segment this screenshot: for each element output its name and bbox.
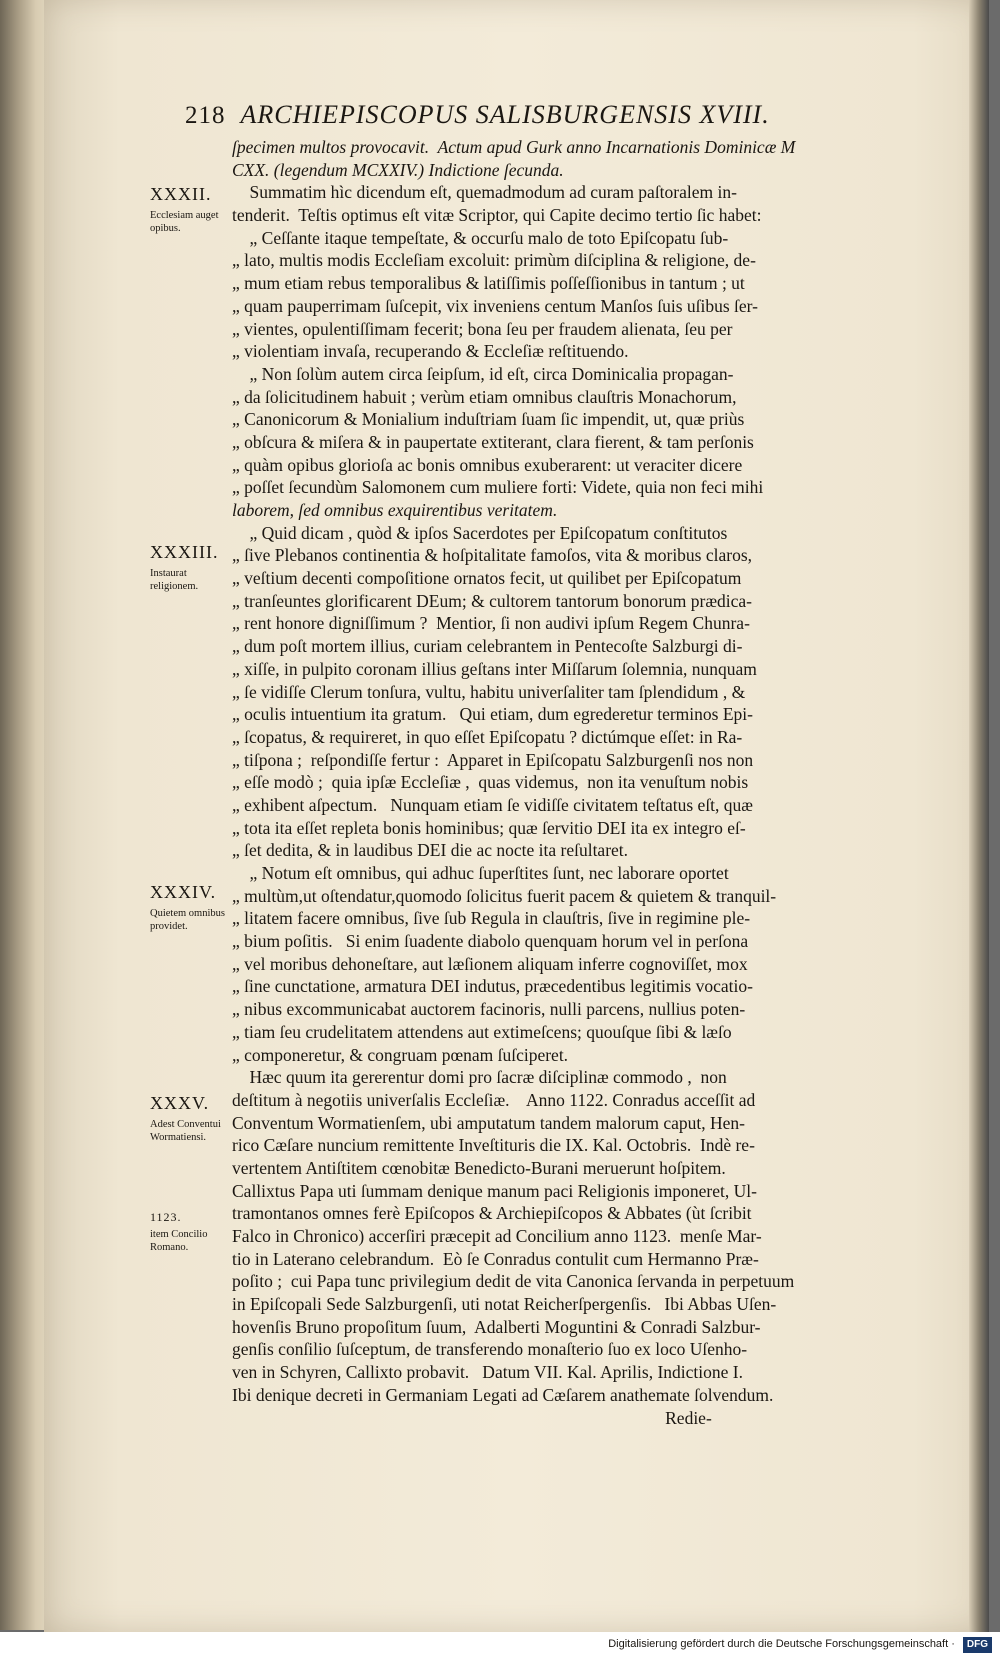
text-line: „ ſine cunctatione, armatura DEI indutus, præcedentibus legitimis vocatio-	[232, 976, 753, 997]
text-line: „ bium poſitis. Si enim ſuadente diabolo quenquam horum vel in perſona	[232, 931, 749, 952]
text-line: Hæc quum ita gererentur domi pro ſacræ diſciplinæ commodo , non	[232, 1067, 727, 1088]
section-number: XXXIII.	[150, 542, 219, 562]
body-text	[232, 136, 930, 1429]
text-line: Conventum Wormatienſem, ubi amputatum tandem malorum caput, Hen-	[232, 1112, 745, 1133]
text-line: „ vel moribus dehoneſtare, aut læſionem aliquam inferre cognoviſſet, mox	[232, 953, 748, 974]
margin-note-text: Adest Conventui Wormatiensi.	[150, 1119, 221, 1143]
text-line: ſpecimen multos provocavit. Actum apud Gurk anno Incarnationis Dominicæ M	[232, 137, 796, 157]
section-number: XXXIV.	[150, 882, 217, 902]
text-line: „ Canonicorum & Monialium induſtriam ſuam ſic impendit, ut, quæ priùs	[232, 409, 745, 430]
text-line: rico Cæſare nuncium remittente Inveſtituris die IX. Kal. Octobris. Indè re-	[232, 1135, 755, 1156]
text-line: Summatim hìc dicendum eſt, quemadmodum ad curam paſtoralem in-	[232, 182, 737, 203]
text-line: „ quam pauperrimam ſuſcepit, vix inveniens centum Manſos ſuis uſibus ſer-	[232, 295, 758, 316]
margin-note-text: Quietem omnibus providet.	[150, 908, 225, 932]
text-line: ven in Schyren, Callixto probavit. Datum VII. Kal. Aprilis, Indictione I.	[232, 1362, 743, 1383]
dfg-logo: DFG	[963, 1637, 992, 1653]
page-number: 218	[185, 102, 226, 129]
text-line: „ ſet dedita, & in laudibus DEI die ac nocte ita reſultaret.	[232, 840, 629, 861]
section-number: XXXII.	[150, 184, 212, 204]
text-line: tenderit. Teſtis optimus eſt vitæ Scriptor, qui Capite decimo tertio ſic habet:	[232, 205, 762, 226]
margin-note-34	[150, 881, 232, 933]
text-line: Callixtus Papa uti ſummam denique manum paci Religionis imponeret, Ul-	[232, 1180, 757, 1201]
text-line: Ibi denique decreti in Germaniam Legati ad Cæſarem anathemate ſolvendum.	[232, 1384, 774, 1405]
text-line: „ multùm,ut oſtendatur,quomodo ſolicitus fuerit pacem & quietem & tranquil-	[232, 885, 777, 906]
text-line: „ tiſpona ; reſpondiſſe fertur : Apparet in Epiſcopatu Salzburgenſi nos non	[232, 749, 754, 770]
margin-note-32	[150, 183, 232, 235]
text-line: „ vientes, opulentiſſimam fecerit; bona ſeu per fraudem alienata, ſeu per	[232, 318, 733, 339]
text-line: „ obſcura & miſera & in paupertate extiterant, clara fierent, & tam perſonis	[232, 431, 754, 452]
digitization-footer	[0, 1632, 1000, 1656]
text-line: „ ſe vidiſſe Clerum tonſura, vultu, habitu univerſaliter tam ſplendidum , &	[232, 681, 746, 702]
text-line: „ oculis intuentium ita gratum. Qui etiam, dum egrederetur terminos Epi-	[232, 704, 753, 725]
running-header	[185, 100, 885, 130]
text-line: „ xiſſe, in pulpito coronam illius geſtans inter Miſſarum ſolemnia, nunquam	[232, 658, 757, 679]
text-line: „ violentiam invaſa, recuperando & Eccleſiæ reſtituendo.	[232, 341, 629, 362]
text-line: tramontanos omnes ferè Epiſcopos & Archiepiſcopos & Abbates (ùt ſcribit	[232, 1203, 752, 1224]
text-line: „ mum etiam rebus temporalibus & latiſſimis poſſeſſionibus in tantum ; ut	[232, 273, 745, 294]
text-line: „ litatem facere omnibus, ſive ſub Regula in clauſtris, ſive in regimine ple-	[232, 908, 751, 929]
text-line: CXX. (legendum MCXXIV.) Indictione ſecunda.	[232, 159, 564, 180]
text-line: „ ſive Plebanos continentia & hoſpitalitate famoſos, vita & moribus claros,	[232, 545, 753, 566]
section-number: XXXV.	[150, 1093, 210, 1113]
text-line: Falco in Chronico) accerſiri præcepit ad Concilium anno 1123. menſe Mar-	[232, 1226, 762, 1246]
text-line: Redie-	[232, 1407, 712, 1428]
text-line: „ Quid dicam , quòd & ipſos Sacerdotes per Epiſcopatum conſtitutos	[232, 522, 728, 543]
text-line: „ componeretur, & congruam pœnam ſuſciperet.	[232, 1044, 569, 1065]
text-line: vertentem Antiſtitem cœnobitæ Benedicto-Burani meruerunt hoſpitem.	[232, 1157, 726, 1178]
text-line: „ ſcopatus, & requireret, in quo eſſet Epiſcopatu ? dictúmque eſſet: in Ra-	[232, 726, 743, 747]
text-line: „ tranſeuntes glorificarent DEum; & cultorem tantorum bonorum prædica-	[232, 590, 752, 611]
text-line: „ tota ita eſſet repleta bonis hominibus; quæ ſervitio DEI ita ex integro eſ-	[232, 817, 746, 838]
book-spine	[969, 0, 989, 1632]
margin-note-text: item Concilio Romano.	[150, 1229, 208, 1253]
running-title: ARCHIEPISCOPUS SALISBURGENSIS XVIII.	[240, 100, 770, 129]
text-line: in Epiſcopali Sede Salzburgenſi, uti notat Reicherſpergenſis. Ibi Abbas Uſen-	[232, 1294, 777, 1315]
text-line: „ quàm opibus glorioſa ac bonis omnibus exuberarent: ut veraciter dicere	[232, 454, 743, 475]
text-line: genſis conſilio ſuſceptum, de transferendo monaſterio ſuo ex loco Uſenho-	[232, 1339, 748, 1360]
text-line: hovenſis Bruno propoſitum ſuum, Adalberti Moguntini & Conradi Salzbur-	[232, 1316, 761, 1337]
year-note: 1123.	[150, 1210, 182, 1224]
text-line: „ exhibent aſpectum. Nunquam etiam ſe vidiſſe civitatem teſtatus eſt, quæ	[232, 794, 753, 815]
footer-credit: Digitalisierung gefördert durch die Deutsche Forschungsgemeinschaft ·	[608, 1638, 955, 1650]
text-line: „ Notum eſt omnibus, qui adhuc ſuperſtites ſunt, nec laborare oportet	[232, 863, 729, 883]
text-line: „ eſſe modò ; quia ipſæ Eccleſiæ , quas videmus, non ita venuſtum nobis	[232, 772, 749, 793]
text-line: poſito ; cui Papa tunc privilegium dedit de vita Canonica ſervanda in perpetuum	[232, 1271, 795, 1292]
margin-note-35	[150, 1092, 232, 1144]
margin-note-1123	[150, 1210, 232, 1254]
margin-note-text: Ecclesiam auget opibus.	[150, 210, 219, 234]
text-line: „ Ceſſante itaque tempeſtate, & occurſu malo de toto Epiſcopatu ſub-	[232, 227, 729, 248]
text-line: deſtitum à negotiis univerſalis Eccleſiæ. Anno 1122. Conradus acceſſit ad	[232, 1089, 756, 1110]
text-line: „ nibus excommunicabat auctorem facinoris, nulli parcens, nullius poten-	[232, 999, 746, 1020]
text-line: „ tiam ſeu crudelitatem attendens aut extimeſcens; quouſque ſibi & læſo	[232, 1021, 732, 1042]
text-line: tio in Laterano celebrandum. Eò ſe Conradus contulit cum Hermanno Præ-	[232, 1248, 759, 1269]
text-line: „ da ſolicitudinem habuit ; verùm etiam omnibus clauſtris Monachorum,	[232, 386, 737, 407]
text-line: laborem, ſed omnibus exquirentibus veritatem.	[232, 500, 558, 520]
margin-note-text: Instaurat religionem.	[150, 568, 199, 592]
text-line: „ lato, multis modis Eccleſiam excoluit: primùm diſciplina & religione, de-	[232, 250, 756, 271]
text-line: „ Non ſolùm autem circa ſeipſum, id eſt, circa Dominicalia propagan-	[232, 363, 734, 384]
text-line: „ rent honore digniſſimum ? Mentior, ſi non audivi ipſum Regem Chunra-	[232, 613, 750, 634]
text-line: „ dum poſt mortem illius, curiam celebrantem in Pentecoſte Salzburgi di-	[232, 636, 743, 657]
text-line: „ poſſet ſecundùm Salomonem cum muliere forti: Videte, quia non feci mihi	[232, 477, 764, 498]
margin-note-33	[150, 541, 232, 593]
text-line: „ veſtium decenti compoſitione ornatos fecit, ut quilibet per Epiſcopatum	[232, 568, 742, 589]
